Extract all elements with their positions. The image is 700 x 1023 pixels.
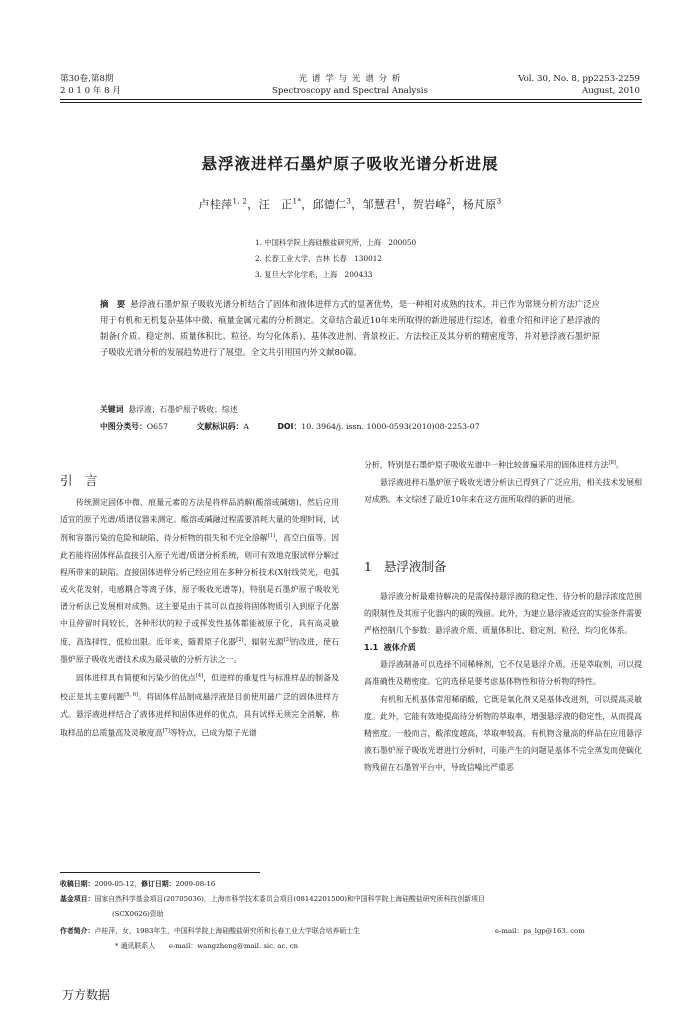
author-separator: ， [451, 198, 463, 211]
medium-paragraph-2: 有机和无机基体常用稀硝酸，它既是氧化剂又是基体改进剂，可以提高灵敏度。此外，它能有效地提高待分析物的萃取率，增强悬浮液的稳定性，从而提高精密度。一般而言，酸浓度越高，萃取率较高。有机物含量高的样品在应用悬浮液石墨炉原子吸收光谱进行分析时，可能产生的问题是基体不完全蒸发而使碳化物残留在石墨管平台中，导致信噪比严重恶 [364, 694, 642, 772]
text-run: 的改进，使石墨炉原子吸收光谱技术成为最灵敏的分析方法之一。 [60, 638, 339, 665]
author-name: 邹慧君 [362, 198, 397, 211]
text-run: 。将固体样品制成悬浮液是目前使用最广泛的固体进样方式。悬浮液进样结合了液体进样和固体进样的优点，具有试样无须完全消解，称取样品的总质量高及灵敏度高 [60, 692, 339, 738]
doc-code-value: A [243, 422, 249, 431]
author-name: 邱德仁 [312, 198, 347, 211]
subsection-title: 液体介质 [383, 643, 416, 653]
header-rule [60, 99, 642, 100]
header-journal-cn: 光 谱 学 与 光 谱 分 析 [298, 74, 402, 84]
citation: [5, 6] [124, 691, 139, 698]
received-label: 收稿日期： [60, 880, 95, 888]
subsection-1-1-heading [364, 639, 642, 656]
right-column-top [364, 455, 642, 508]
continued-paragraph [364, 455, 642, 474]
author-affil-marker: 1, 2 [232, 196, 248, 206]
author-name: 卢桂萍 [198, 198, 233, 211]
watermark-text: 万方数据 [62, 988, 111, 1002]
footnote-corresponding: * 通讯联系人 e-mail：wangzheng@mail. sic. ac. cn [115, 942, 299, 950]
author-name: 杨芃原 [462, 198, 497, 211]
funding-label: 基金项目： [60, 895, 95, 903]
affiliation: 1. 中国科学院上海硅酸盐研究所，上海 200050 [255, 238, 417, 247]
subsection-number: 1.1 [364, 643, 379, 653]
paper-title: 悬浮液进样石墨炉原子吸收光谱分析进展 [201, 155, 499, 173]
funding-text: 国家自然科学基金项目(20705036)，上海市科学技术委员会项目(08142201500)和中国科学院上海硅酸盐研究所科技创新项目 [94, 895, 485, 903]
author-affil-marker: 2 [446, 196, 452, 206]
footnote-funding-cont: (SCX0626)资助 [112, 910, 164, 918]
bio-text: 卢桂萍，女，1983年生，中国科学院上海硅酸盐研究所和长春工业大学联合培养硕士生 [94, 927, 361, 935]
text-run: 、辐射光源 [243, 638, 284, 647]
left-column [60, 494, 339, 741]
doi-label: DOI： [277, 422, 302, 431]
right-column-body [364, 588, 642, 776]
section-1-heading [364, 557, 446, 575]
text-run: 固体进样具有简便和污染少的优点 [76, 673, 196, 683]
citation: [4] [195, 673, 204, 680]
received-date: 2009-05-12， [94, 880, 142, 888]
header-rule-thin [60, 102, 642, 103]
citation: [1] [267, 533, 276, 540]
revised-date: 2009-08-16 [175, 880, 216, 888]
text-run: ，但进样的重复性与标准样品的制备及校正是其主要问题 [60, 673, 339, 702]
author-name: 贺岩峰 [412, 198, 447, 211]
text-run: 传统测定固体中微、痕量元素的方法是将样品消解(酸溶或碱熔)，然后应用适宜的原子光谱/质谱仪器来测定。酸溶或碱融过程需要消耗大量的处理时间，试剂和容器污染的危险和缺陷，待分析物的损失和不完全溶解 [60, 498, 339, 543]
header-journal-en: Spectroscopy and Spectral Analysis [272, 86, 428, 96]
author-affil-marker: 1* [292, 196, 302, 206]
clc-label: 中图分类号： [100, 422, 147, 431]
footnote-rule [60, 872, 260, 873]
section-number: 1 [364, 559, 372, 574]
header-volume-cn: 第30卷,第8期 [60, 74, 114, 84]
clc-value: O657 [146, 422, 169, 431]
abstract [100, 296, 600, 360]
keywords-label: 关键词 [100, 405, 124, 414]
affiliation: 2. 长春工业大学，吉林 长春 130012 [255, 254, 383, 263]
doi-value: 10. 3964/j. issn. 1000-0593(2010)08-2253-07 [301, 422, 480, 431]
medium-paragraph-1: 悬浮液制备可以选择不同稀释剂，它不仅是悬浮介质，还是萃取剂，可以提高准确性及精密度。它的选择是要考虑基体物性和待分析物的特性。 [364, 660, 642, 687]
abstract-label: 摘 要 [100, 299, 126, 309]
footnote-dates [60, 877, 620, 892]
author-name: 汪 正 [258, 198, 293, 211]
citation: [8] [608, 460, 616, 466]
author-list [0, 196, 700, 212]
doc-code-label: 文献标识码： [196, 422, 244, 431]
author-separator: ， [247, 198, 259, 211]
citation: [7] [162, 727, 170, 734]
text-run: 。 [615, 460, 624, 470]
text-run: ，高空白值等。因此若能将固体样品直接引入原子光谱/质谱分析系统，则可有效地克服试样分解过程所带来的缺陷。直接固体进样分析已经应用在多种分析技术(X射线荧光，电弧或火花发射，电感耦合等离子体，原子吸收光谱等)，特别是石墨炉原子吸收光谱分析法已发展相对成熟。这主要是由于其可以直接将固体物质引入到原子化器中且停留时间较长，各种形状的粒子或挥发性基体都能被原子化，具有高灵敏度、高选择性、低检出限。近年来，随着原子化器 [60, 533, 339, 647]
footnote-funding [60, 892, 620, 907]
classification-line [100, 421, 620, 432]
author-affil-marker: 3 [346, 196, 352, 206]
header-date-en: August, 2010 [582, 86, 640, 96]
keywords-text: 悬浮液；石墨炉原子吸收；综述 [128, 405, 238, 414]
citation: [2] [236, 637, 244, 644]
author-affil-marker: 3 [496, 196, 502, 206]
text-run: 等特点，已成为原子光谱 [169, 728, 257, 738]
overview-paragraph: 悬浮液进样石墨炉原子吸收光谱分析法已得到了广泛应用，相关技术发展相对成熟。本文综述了最近10年来在这方面所取得的新的进展。 [364, 477, 642, 504]
bio-label: 作者简介： [60, 927, 95, 935]
section-title: 悬浮液制备 [383, 559, 447, 574]
intro-paragraph-1 [60, 494, 339, 668]
author-affil-marker: 1 [396, 196, 402, 206]
citation: [3] [283, 637, 291, 644]
author-separator: ， [401, 198, 413, 211]
intro-heading: 引 言 [60, 473, 98, 488]
intro-paragraph-2 [60, 668, 339, 741]
revised-label: 修订日期： [141, 880, 176, 888]
author-separator: ， [301, 198, 313, 211]
bio-email: e-mail：ps_lgp@163. com [495, 927, 585, 935]
text-run: 分析，特别是石墨炉原子吸收光谱中一种比较普遍采用的固体进样方法 [364, 460, 609, 470]
abstract-text: 悬浮液石墨炉原子吸收光谱分析结合了固体和液体进样方式的显著优势，是一种相对成熟的技术，并已作为常规分析方法广泛应用于有机和无机复杂基体中微、痕量金属元素的分析测定。文章结合最近10年来所取得的新进展进行综述，着重介绍和评论了悬浮液的制备(介质、稳定剂、质量体积比、粒径、均匀化体系)、基体改进剂、背景校正、方法校正及其分析的精密度等，并对悬浮液石墨炉原子吸收光谱分析的发展趋势进行了展望。全文共引用国内外文献80篇。 [100, 299, 600, 357]
section-1-paragraph: 悬浮液分析最难待解决的是需保持悬浮液的稳定性、待分析的悬浮浓度范围的限制性及其原子化器内的碳的残留。此外，为建立悬浮液适宜的实验条件需要严格控制几个参数：悬浮液介质、质量体积比、稳定剂、粒径、均匀化体系。 [364, 592, 642, 636]
author-separator: ， [351, 198, 363, 211]
header-date-cn: 2 0 1 0 年 8 月 [60, 86, 121, 96]
affiliation: 3. 复旦大学化学系，上海 200433 [255, 270, 373, 279]
header-volume-en: Vol. 30, No. 8, pp2253-2259 [518, 74, 640, 84]
keywords [100, 404, 620, 415]
